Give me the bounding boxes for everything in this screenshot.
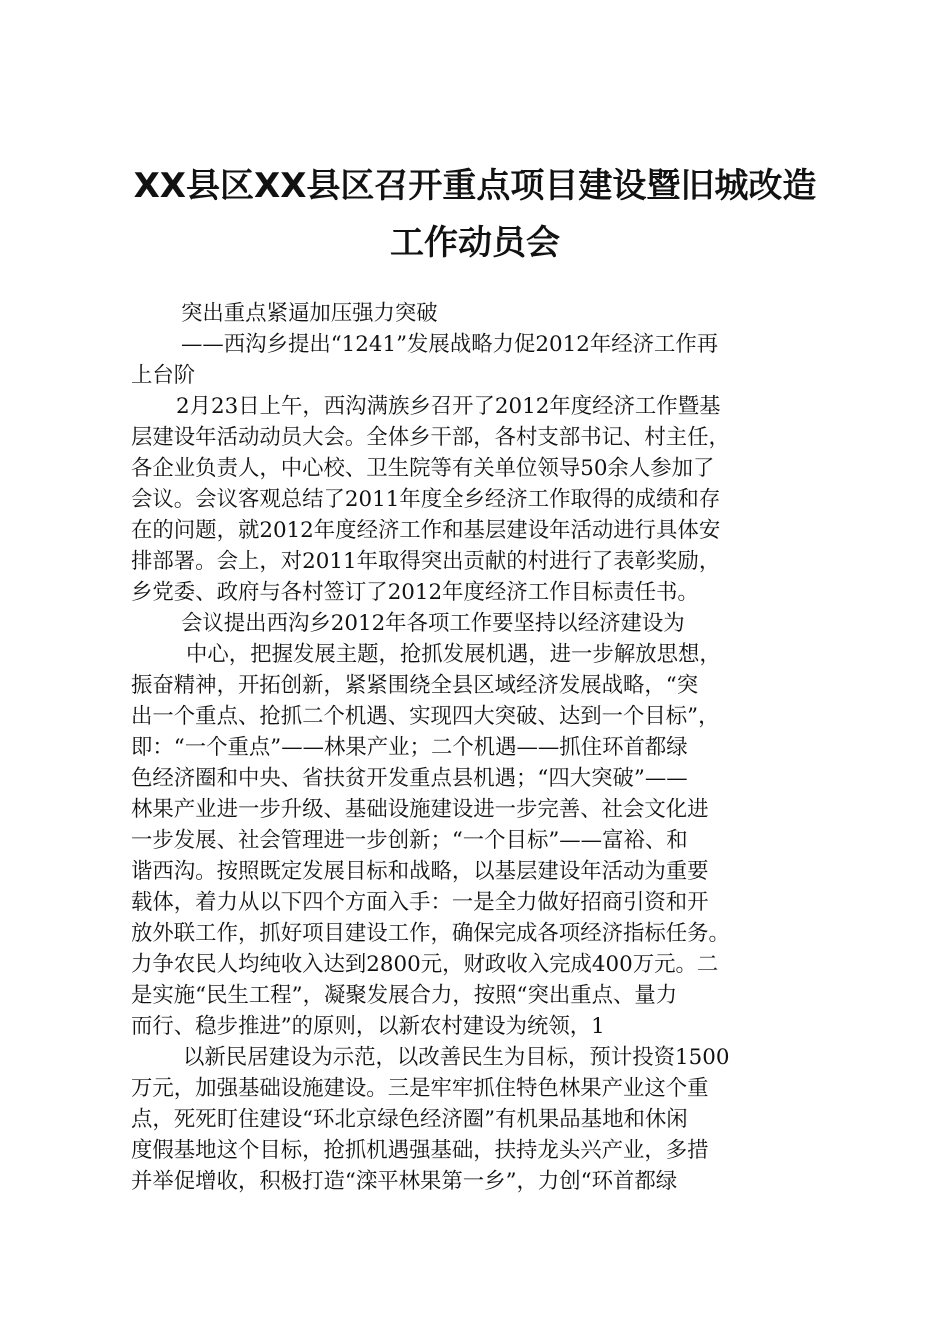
paragraph-line: 是实施“民生工程”，凝聚发展合力，按照“突出重点、量力 [131,983,678,1008]
document-title-line-1: XX县区XX县区召开重点项目建设暨旧城改造 [133,166,817,206]
paragraph-line: 而行、稳步推进”的原则，以新农村建设为统领，1 [131,1014,605,1039]
paragraph-line: 并举促增收，积极打造“滦平林果第一乡”，力创“环首都绿 [131,1169,678,1194]
paragraph-line: 出一个重点、抢抓二个机遇、实现四大突破、达到一个目标”， [131,704,720,729]
paragraph-line: 中心，把握发展主题，抢抓发展机遇，进一步解放思想， [186,642,721,667]
paragraph-line: 谐西沟。按照既定发展目标和战略，以基层建设年活动为重要 [131,859,709,884]
paragraph-line: 万元，加强基础设施建设。三是牢牢抓住特色林果产业这个重 [131,1076,709,1101]
paragraph-line: 振奋精神，开拓创新，紧紧围绕全县区域经济发展战略，“突 [131,673,699,698]
paragraph-line: 放外联工作，抓好项目建设工作，确保完成各项经济指标任务。 [131,921,730,946]
paragraph-line: 点，死死盯住建设“环北京绿色经济圈”有机果品基地和休闲 [131,1107,688,1132]
paragraph-line: 会议。会议客观总结了2011年度全乡经济工作取得的成绩和存 [131,487,721,512]
paragraph-line: 一步发展、社会管理进一步创新；“一个目标”——富裕、和 [131,828,688,853]
subtitle-line: 上台阶 [131,363,196,388]
paragraph-line: 各企业负责人，中心校、卫生院等有关单位领导50余人参加了 [131,456,715,481]
subtitle-line: 突出重点紧逼加压强力突破 [181,301,438,326]
paragraph-line: 度假基地这个目标，抢抓机遇强基础，扶持龙头兴产业，多措 [131,1138,709,1163]
paragraph-line: 乡党委、政府与各村签订了2012年度经济工作目标责任书。 [131,580,699,605]
paragraph-line: 色经济圈和中央、省扶贫开发重点县机遇；“四大突破”—— [131,766,688,791]
paragraph-line: 会议提出西沟乡2012年各项工作要坚持以经济建设为 [181,611,685,636]
paragraph-line: 2月23日上午，西沟满族乡召开了2012年度经济工作暨基 [176,394,721,419]
paragraph-line: 排部署。会上，对2011年取得突出贡献的村进行了表彰奖励， [131,549,721,574]
document-body [131,298,831,1197]
paragraph-line: 即：“一个重点”——林果产业；二个机遇——抓住环首都绿 [131,735,688,760]
paragraph-line: 在的问题，就2012年度经济工作和基层建设年活动进行具体安 [131,518,721,543]
paragraph-line: 林果产业进一步升级、基础设施建设进一步完善、社会文化进 [131,797,709,822]
paragraph-line: 载体，着力从以下四个方面入手：一是全力做好招商引资和开 [131,890,709,915]
paragraph-line: 以新民居建设为示范，以改善民生为目标，预计投资1500 [183,1045,730,1070]
paragraph-line: 力争农民人均纯收入达到2800元，财政收入完成400万元。二 [131,952,719,977]
document-title-line-2: 工作动员会 [390,223,560,263]
paragraph-line: 层建设年活动动员大会。全体乡干部，各村支部书记、村主任， [131,425,730,450]
subtitle-line: ——西沟乡提出“1241”发展战略力促2012年经济工作再 [181,332,719,357]
